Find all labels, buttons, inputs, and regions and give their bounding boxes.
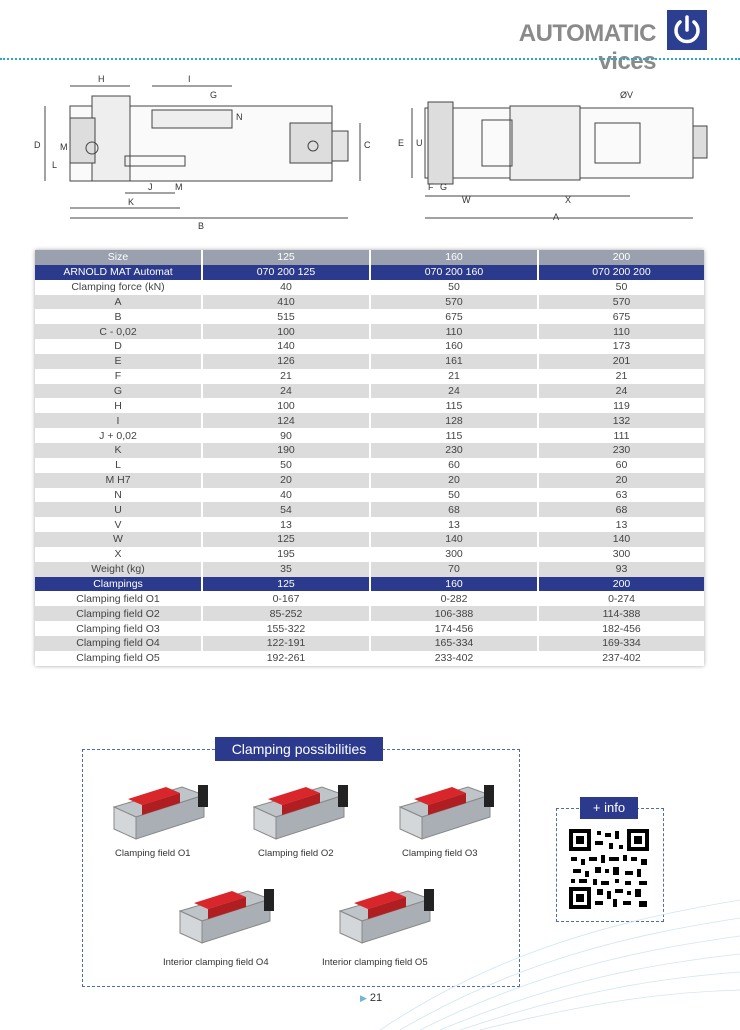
row-label: V [35, 517, 203, 532]
cell-size-0: 140 [203, 339, 371, 354]
dim-label-m-side: M [60, 142, 68, 152]
clampings-header-row [35, 577, 704, 592]
cell-size-1: 174-456 [371, 621, 539, 636]
table-row [35, 324, 704, 339]
cell-size-1: 115 [371, 398, 539, 413]
cell-size-0: 13 [203, 517, 371, 532]
brand-badge [667, 10, 707, 50]
cell-size-2: 200 [539, 250, 704, 265]
cell-size-2: 132 [539, 413, 704, 428]
header-divider [0, 58, 740, 60]
cell-size-1: 300 [371, 547, 539, 562]
table-row [35, 413, 704, 428]
cell-size-2: 68 [539, 502, 704, 517]
size-header-row [35, 250, 704, 265]
cell-size-0: 24 [203, 384, 371, 399]
row-label: E [35, 354, 203, 369]
cell-size-2: 237-402 [539, 651, 704, 666]
table-row [35, 636, 704, 651]
model-row [35, 265, 704, 280]
cell-size-0: 126 [203, 354, 371, 369]
row-label: I [35, 413, 203, 428]
table-row [35, 532, 704, 547]
cell-size-0: 90 [203, 428, 371, 443]
row-label: C - 0,02 [35, 324, 203, 339]
cell-size-1: 110 [371, 324, 539, 339]
cell-size-0: 515 [203, 309, 371, 324]
cell-size-1: 20 [371, 473, 539, 488]
row-label: Clamping field O5 [35, 651, 203, 666]
caption-o5: Interior clamping field O5 [322, 957, 428, 968]
cell-size-0: 124 [203, 413, 371, 428]
table-row [35, 458, 704, 473]
row-label: M H7 [35, 473, 203, 488]
row-label: G [35, 384, 203, 399]
row-label: Clamping force (kN) [35, 280, 203, 295]
cell-size-2: 111 [539, 428, 704, 443]
cell-size-1: 50 [371, 488, 539, 503]
table-row [35, 295, 704, 310]
dim-label-f: F [428, 182, 434, 192]
dim-label-n: N [236, 112, 243, 122]
dim-label-d: D [34, 140, 41, 150]
cell-size-1: 68 [371, 502, 539, 517]
cell-size-1: 165-334 [371, 636, 539, 651]
cell-size-0: 125 [203, 577, 371, 592]
table-row [35, 651, 704, 666]
dim-label-g-top: G [440, 182, 448, 192]
vice-image-o2 [254, 785, 348, 839]
dim-label-i: I [188, 74, 191, 84]
table-row [35, 339, 704, 354]
dim-label-j: J [148, 182, 153, 192]
cell-size-2: 570 [539, 295, 704, 310]
table-row [35, 369, 704, 384]
cell-size-1: 13 [371, 517, 539, 532]
dim-label-l: L [52, 160, 58, 170]
page-title: AUTOMATIC vices [518, 20, 656, 75]
row-label: Clamping field O3 [35, 621, 203, 636]
cell-size-2: 201 [539, 354, 704, 369]
cell-size-1: 160 [371, 339, 539, 354]
vice-image-o1 [114, 785, 208, 839]
cell-size-1: 128 [371, 413, 539, 428]
cell-size-2: 182-456 [539, 621, 704, 636]
cell-size-1: 233-402 [371, 651, 539, 666]
cell-size-1: 140 [371, 532, 539, 547]
cell-size-2: 63 [539, 488, 704, 503]
cell-size-2: 110 [539, 324, 704, 339]
table-row [35, 562, 704, 577]
cell-size-1: 21 [371, 369, 539, 384]
dim-label-m: M [175, 182, 183, 192]
cell-size-1: 161 [371, 354, 539, 369]
row-label: K [35, 443, 203, 458]
dim-label-u: U [416, 138, 423, 148]
dim-label-x: X [565, 195, 572, 205]
page-number-value: 21 [369, 992, 383, 1004]
row-label: A [35, 295, 203, 310]
cell-size-0: 192-261 [203, 651, 371, 666]
cell-size-0: 125 [203, 532, 371, 547]
arrow-right-icon: ▶ [360, 993, 367, 1003]
table-row [35, 354, 704, 369]
cell-size-0: 190 [203, 443, 371, 458]
row-label: L [35, 458, 203, 473]
table-row [35, 591, 704, 606]
row-label: B [35, 309, 203, 324]
caption-o3: Clamping field O3 [402, 848, 478, 859]
dim-label-b: B [198, 221, 205, 231]
dim-label-c: C [364, 140, 371, 150]
row-label: Weight (kg) [35, 562, 203, 577]
table-row [35, 280, 704, 295]
row-label: N [35, 488, 203, 503]
cell-size-0: 195 [203, 547, 371, 562]
dim-label-w: W [462, 195, 471, 205]
dim-label-e: E [398, 138, 405, 148]
row-label: W [35, 532, 203, 547]
clamping-possibilities-title: Clamping possibilities [215, 737, 383, 761]
row-label: Clamping field O4 [35, 636, 203, 651]
table-row [35, 398, 704, 413]
table-row [35, 473, 704, 488]
table-row [35, 384, 704, 399]
cell-size-2: 300 [539, 547, 704, 562]
cell-size-2: 13 [539, 517, 704, 532]
cell-size-1: 70 [371, 562, 539, 577]
row-label: Clampings [35, 577, 203, 592]
row-label: F [35, 369, 203, 384]
dim-label-v: ØV [620, 90, 634, 100]
dim-label-k: K [128, 197, 135, 207]
caption-o1: Clamping field O1 [115, 848, 191, 859]
caption-o4: Interior clamping field O4 [163, 957, 269, 968]
cell-size-2: 0-274 [539, 591, 704, 606]
table-row [35, 502, 704, 517]
power-icon [667, 10, 707, 50]
cell-size-0: 100 [203, 398, 371, 413]
table-row [35, 547, 704, 562]
cell-size-2: 140 [539, 532, 704, 547]
cell-size-2: 114-388 [539, 606, 704, 621]
decorative-waves [0, 860, 740, 1030]
table-row [35, 621, 704, 636]
row-label: Clamping field O1 [35, 591, 203, 606]
cell-size-1: 675 [371, 309, 539, 324]
cell-size-1: 24 [371, 384, 539, 399]
cell-size-1: 115 [371, 428, 539, 443]
cell-size-0: 0-167 [203, 591, 371, 606]
cell-size-1: 570 [371, 295, 539, 310]
vice-image-o3 [400, 785, 494, 839]
row-label: ARNOLD MAT Automat [35, 265, 203, 280]
cell-size-0: 50 [203, 458, 371, 473]
row-label: Size [35, 250, 203, 265]
cell-size-0: 125 [203, 250, 371, 265]
cell-size-2: 169-334 [539, 636, 704, 651]
cell-size-2: 230 [539, 443, 704, 458]
row-label: Clamping field O2 [35, 606, 203, 621]
row-label: X [35, 547, 203, 562]
row-label: H [35, 398, 203, 413]
row-label: J + 0,02 [35, 428, 203, 443]
table-row [35, 443, 704, 458]
cell-size-2: 119 [539, 398, 704, 413]
cell-size-1: 230 [371, 443, 539, 458]
cell-size-1: 070 200 160 [371, 265, 539, 280]
table-row [35, 428, 704, 443]
dim-label-g: G [210, 90, 218, 100]
table-row [35, 606, 704, 621]
cell-size-1: 60 [371, 458, 539, 473]
technical-drawing [30, 68, 710, 243]
row-label: D [35, 339, 203, 354]
cell-size-2: 21 [539, 369, 704, 384]
cell-size-0: 40 [203, 488, 371, 503]
cell-size-2: 93 [539, 562, 704, 577]
cell-size-0: 21 [203, 369, 371, 384]
table-row [35, 488, 704, 503]
cell-size-0: 155-322 [203, 621, 371, 636]
cell-size-0: 410 [203, 295, 371, 310]
cell-size-2: 675 [539, 309, 704, 324]
cell-size-1: 160 [371, 577, 539, 592]
cell-size-0: 85-252 [203, 606, 371, 621]
table-row [35, 309, 704, 324]
cell-size-2: 200 [539, 577, 704, 592]
cell-size-1: 0-282 [371, 591, 539, 606]
cell-size-2: 50 [539, 280, 704, 295]
cell-size-0: 54 [203, 502, 371, 517]
cell-size-2: 173 [539, 339, 704, 354]
cell-size-2: 20 [539, 473, 704, 488]
dim-label-h: H [98, 74, 105, 84]
page-number [360, 992, 382, 1004]
cell-size-0: 40 [203, 280, 371, 295]
cell-size-2: 070 200 200 [539, 265, 704, 280]
cell-size-1: 106-388 [371, 606, 539, 621]
dim-label-a: A [553, 212, 560, 222]
cell-size-0: 122-191 [203, 636, 371, 651]
row-label: U [35, 502, 203, 517]
cell-size-0: 20 [203, 473, 371, 488]
cell-size-0: 35 [203, 562, 371, 577]
cell-size-2: 60 [539, 458, 704, 473]
cell-size-0: 100 [203, 324, 371, 339]
spec-table [35, 250, 704, 666]
cell-size-0: 070 200 125 [203, 265, 371, 280]
cell-size-2: 24 [539, 384, 704, 399]
cell-size-1: 160 [371, 250, 539, 265]
caption-o2: Clamping field O2 [258, 848, 334, 859]
table-row [35, 517, 704, 532]
info-title: + info [580, 797, 638, 819]
cell-size-1: 50 [371, 280, 539, 295]
